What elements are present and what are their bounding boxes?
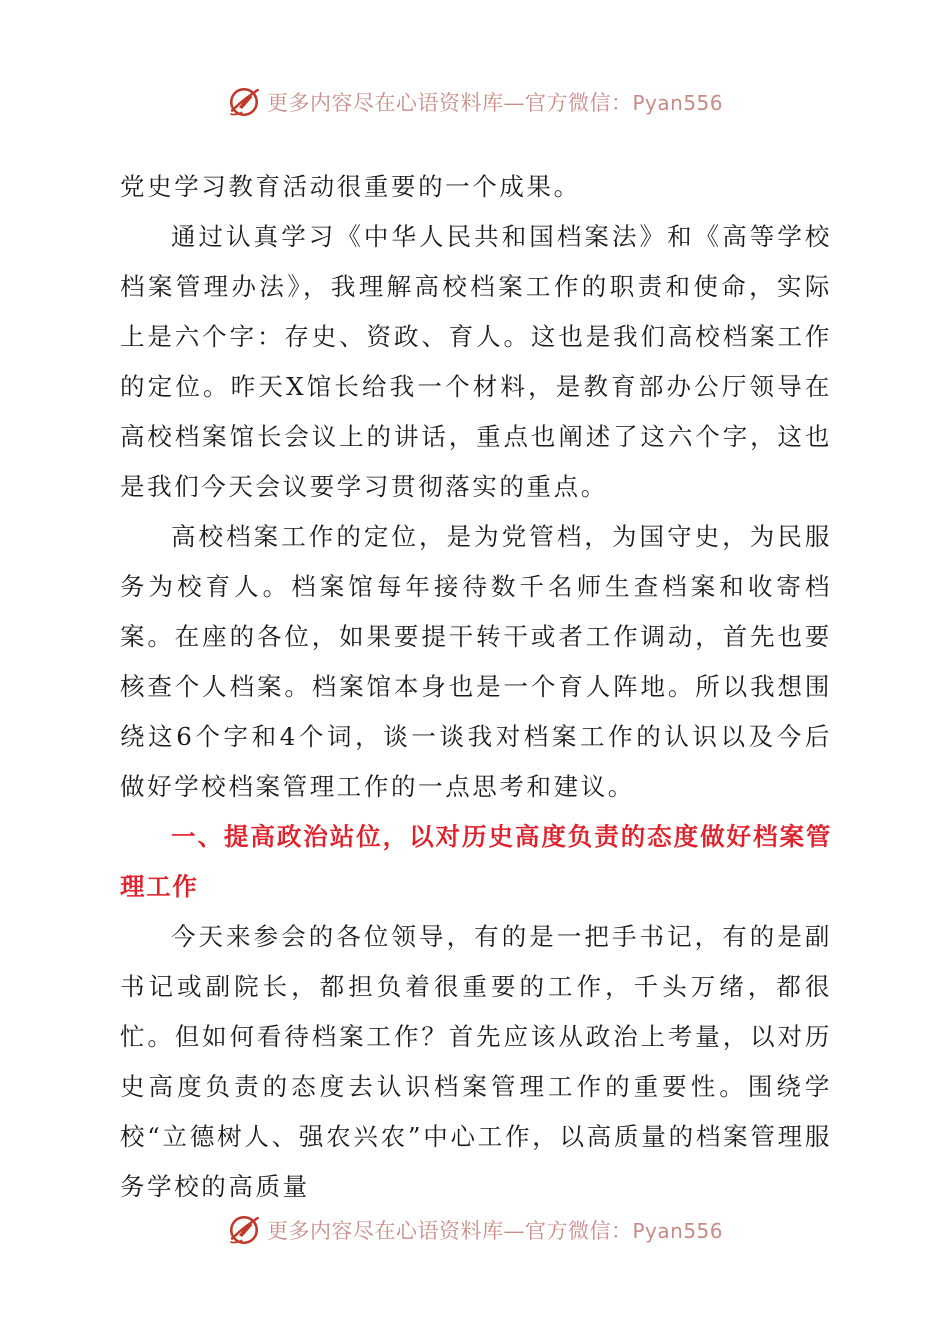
pen-logo-icon: [227, 85, 261, 119]
footer-banner: [0, 1208, 950, 1252]
paragraph-continued: 党史学习教育活动很重要的一个成果。: [120, 172, 581, 201]
paragraph-archive-law: 通过认真学习《中华人民共和国档案法》和《高等学校档案管理办法》，我理解高校档案工作的职责和使命，实际上是六个字：存史、资政、育人。这也是我们高校档案工作的定位。昨天X馆长给我一个材料，是教育部办公厅领导在高校档案馆长会议上的讲话，重点也阐述了这六个字，这也是我们今天会议要学习贯彻落实的重点。: [120, 222, 832, 501]
footer-wechat-id: Pyan556: [632, 1219, 723, 1243]
footer-banner-text: 更多内容尽在心语资料库—官方微信：Pyan556: [266, 1219, 723, 1243]
section-heading: 一、提高政治站位，以对历史高度负责的态度做好档案管理工作: [120, 822, 832, 901]
document-body: [120, 162, 832, 1212]
pen-logo-icon: [227, 1213, 261, 1247]
paragraph-positioning: 高校档案工作的定位，是为党管档，为国守史，为民服务为校育人。档案馆每年接待数千名师生查档案和收寄档案。在座的各位，如果要提干转干或者工作调动，首先也要核查个人档案。档案馆本身也是一个育人阵地。所以我想围绕这6个字和4个词，谈一谈我对档案工作的认识以及今后做好学校档案管理工作的一点思考和建议。: [120, 522, 832, 801]
paragraph-leaders: 今天来参会的各位领导，有的是一把手书记，有的是副书记或副院长，都担负着很重要的工作，千头万绪，都很忙。但如何看待档案工作？首先应该从政治上考量，以对历史高度负责的态度去认识档案管理工作的重要性。围绕学校“立德树人、强农兴农”中心工作，以高质量的档案管理服务学校的高质量: [120, 922, 832, 1201]
header-banner: [0, 80, 950, 124]
header-wechat-id: Pyan556: [632, 91, 723, 115]
header-banner-text: 更多内容尽在心语资料库—官方微信：Pyan556: [266, 91, 723, 115]
